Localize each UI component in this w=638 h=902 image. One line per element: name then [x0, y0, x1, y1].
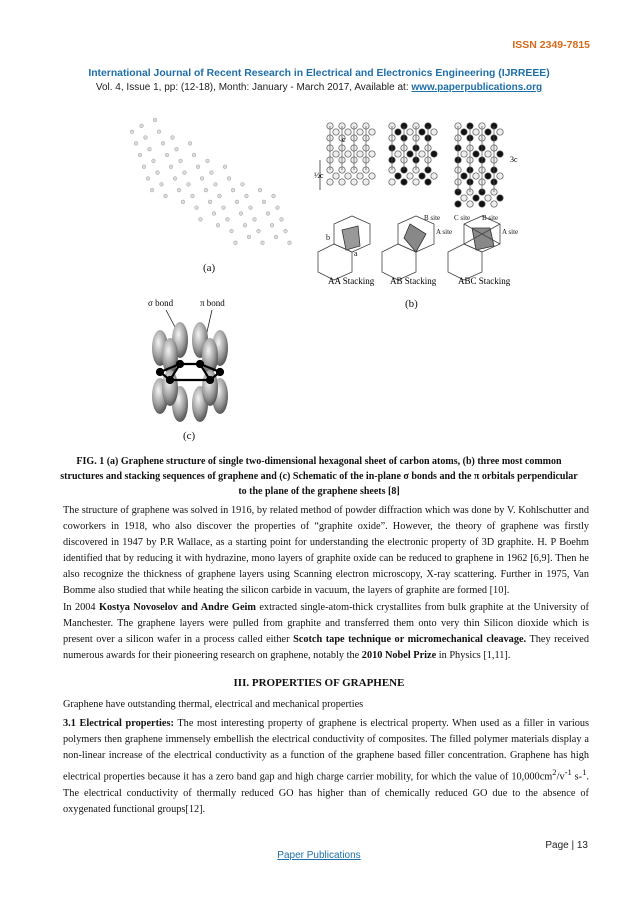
- carbon-atom: [130, 130, 134, 134]
- para4-sup: 1: [582, 767, 587, 778]
- carbon-atom: [234, 241, 238, 245]
- carbon-atom: [210, 171, 214, 175]
- stack-atom: [345, 151, 351, 157]
- stack-atom: [345, 173, 351, 179]
- stack-atom: [431, 129, 437, 135]
- stack-atom: [369, 173, 375, 179]
- carbon-atom: [191, 194, 195, 198]
- carbon-atom: [146, 177, 150, 181]
- svg-text:½c: ½c: [314, 171, 324, 180]
- para4-text: . The electrical conductivity of thermally reduced GO has higher than of chemically reduced GO due to the absence of oxygenated functional groups[12].: [63, 771, 589, 815]
- stack-atom: [425, 179, 431, 185]
- carbon-atom: [208, 200, 212, 204]
- para2-text: extracted single-atom-thick crystallites from bulk graphite at the University of Manchester. The graphene layers were pulled from graphite and transferred them onto very thin Silicon dioxide which is present over a silicon wafer in a process called either: [63, 602, 589, 646]
- paragraph-intro: Graphene have outstanding thermal, electrical and mechanical properties: [63, 699, 364, 710]
- carbon-atom: [183, 171, 187, 175]
- para4-sup: 2: [552, 767, 557, 778]
- aa-stacking-diagram: [318, 216, 370, 280]
- stack-atom: [497, 195, 503, 201]
- carbon-atom: [157, 130, 161, 134]
- carbon-atom: [138, 153, 142, 157]
- carbon-atom: [199, 218, 203, 222]
- carbon-atom: [148, 147, 152, 151]
- carbon-atom: [223, 165, 227, 169]
- carbon-atom: [253, 218, 257, 222]
- stack-atom: [461, 195, 467, 201]
- stack-atom: [419, 151, 425, 157]
- carbon-atom: [134, 142, 138, 146]
- stack-atom: [485, 173, 491, 179]
- stack-atom: [351, 179, 357, 185]
- carbon-atom: [200, 177, 204, 181]
- carbon-atom: [235, 200, 239, 204]
- carbon-atom: [152, 159, 156, 163]
- carbon-atom: [150, 188, 154, 192]
- carbon-atom: [241, 183, 245, 187]
- carbon-atom: [156, 171, 160, 175]
- stack-atom: [357, 129, 363, 135]
- carbon-atom: [206, 159, 210, 163]
- pi-bond-label: π bond: [200, 298, 225, 308]
- stack-atom: [497, 173, 503, 179]
- ab-stack-3d: [389, 123, 437, 185]
- para4-sup: -1: [564, 767, 572, 778]
- carbon-atom: [231, 188, 235, 192]
- stack-atom: [357, 173, 363, 179]
- stack-atom: [333, 151, 339, 157]
- carbon-atom: [274, 235, 278, 239]
- carbon-atom: [243, 223, 247, 227]
- svg-text:c: c: [342, 135, 346, 144]
- carbon-atom: [196, 165, 200, 169]
- stack-atom: [485, 195, 491, 201]
- journal-url-link[interactable]: www.paperpublications.org: [411, 82, 543, 93]
- stack-atom: [389, 179, 395, 185]
- para4-text: The most interesting property of graphene is electrical property. When used as a filler in various polymers then graphene immensely embellish the electrical conductivity of composites. The filled polymer materials display a non-linear increase of the electrical conductivity as a function of the graphene based filler concentration. Graphene has high electrical properties because it has a zero band gap and high charge carrier mobility, for which the value of 10,000cm: [63, 718, 589, 783]
- carbon-atom: [239, 212, 243, 216]
- stack-atom: [339, 179, 345, 185]
- carbon-atom: [195, 206, 199, 210]
- stack-atom: [395, 173, 401, 179]
- stack-atom: [395, 129, 401, 135]
- carbon-atom: [272, 194, 276, 198]
- stack-atom: [401, 179, 407, 185]
- stack-atom: [461, 129, 467, 135]
- carbon-atom: [144, 136, 148, 140]
- figure-b-stacking: [312, 112, 532, 290]
- aa-stack-3d: [314, 123, 375, 190]
- issn-label: ISSN 2349-7815: [512, 39, 590, 51]
- carbon-atom: [175, 147, 179, 151]
- abc-stacking-label: ABC Stacking: [458, 276, 511, 286]
- stack-atom: [491, 201, 497, 207]
- stack-atom: [395, 151, 401, 157]
- carbon-atom: [280, 218, 284, 222]
- paragraph-discovery: [63, 600, 589, 664]
- carbon-atom: [188, 142, 192, 146]
- figure-caption: FIG. 1 (a) Graphene structure of single two-dimensional hexagonal sheet of carbon atoms, (b) three most common structures and stacking sequences of graphene and (c) Schematic of the in-plane σ bonds and the π orbitals perpendicular to the plane of the graphene sheets [8]: [60, 456, 578, 497]
- stack-atom: [455, 201, 461, 207]
- carbon-atom: [262, 200, 266, 204]
- stack-atom: [461, 151, 467, 157]
- section-heading: III. PROPERTIES OF GRAPHENE: [233, 677, 405, 689]
- stack-atom: [431, 151, 437, 157]
- stack-atom: [419, 173, 425, 179]
- carbon-atom: [226, 218, 230, 222]
- stack-atom: [419, 129, 425, 135]
- carbon-atom: [247, 235, 251, 239]
- stack-atom: [327, 179, 333, 185]
- carbon-atom: [227, 177, 231, 181]
- a-letter: a: [354, 249, 358, 258]
- b-letter: b: [326, 233, 330, 242]
- carbon-atom: [169, 165, 173, 169]
- svg-text:3c: 3c: [510, 155, 518, 164]
- carbon-atom: [270, 223, 274, 227]
- carbon-atom: [177, 188, 181, 192]
- stack-atom: [369, 151, 375, 157]
- stack-atom: [461, 173, 467, 179]
- carbon-atom: [161, 142, 165, 146]
- ab-a-site-label: A site: [436, 228, 453, 236]
- stack-atom: [333, 173, 339, 179]
- carbon-atom: [284, 229, 288, 233]
- para2-prize: 2010 Nobel Prize: [361, 650, 437, 662]
- carbon-atom: [140, 124, 144, 128]
- sigma-bond-label: σ bond: [148, 298, 174, 308]
- para2-names: Kostya Novoselov and Andre Geim: [98, 602, 256, 613]
- abc-a-site-label: A site: [502, 228, 519, 236]
- stack-atom: [363, 179, 369, 185]
- journal-info-text: Vol. 4, Issue 1, pp: (12-18), Month: January - March 2017, Available at:: [95, 82, 412, 93]
- carbon-atom: [204, 188, 208, 192]
- carbon-atom: [179, 159, 183, 163]
- abc-stacking-diagram: [448, 214, 518, 280]
- carbon-atom: [266, 212, 270, 216]
- carbon-atom: [165, 153, 169, 157]
- paragraph-history: The structure of graphene was solved in 1916, by related method of powder diffraction which was done by V. Kohlschutter and coworkers in 1918, who also discover the properties of “graphite oxide”. However, the theory of graphene was firstly discovered in 1947 by P.R Wallace, as a starting point for understanding the electronic property of 3D graphite. H. P Boehm identified that by reducing it with hydrazine, mono layers of graphite oxide can be reduced to graphene in 1962 [6,9]. Then he also recognize the thickness of graphene layers using Scanning electron microscopy, X-ray scattering. Further in 1975, Van Bomme also studied that while heating the silicon carbide in vacuum, the layers of graphite are formed [10].: [63, 505, 589, 597]
- stack-atom: [485, 151, 491, 157]
- carbon-atom: [261, 241, 265, 245]
- stack-atom: [473, 151, 479, 157]
- carbon-atom: [212, 212, 216, 216]
- paragraph-electrical: [63, 716, 589, 818]
- stack-atom: [369, 129, 375, 135]
- publisher-link[interactable]: Paper Publications: [277, 850, 361, 861]
- carbon-atom: [153, 118, 157, 122]
- stack-atom: [497, 151, 503, 157]
- ab-stacking-label: AB Stacking: [390, 276, 437, 286]
- carbon-atom: [257, 229, 261, 233]
- stack-atom: [407, 129, 413, 135]
- figure-c-label: (c): [183, 430, 196, 442]
- stack-atom: [407, 173, 413, 179]
- para4-text: /v: [556, 771, 565, 783]
- carbon-atom: [187, 183, 191, 187]
- stack-atom: [345, 129, 351, 135]
- figure-b-label: (b): [405, 298, 418, 310]
- para4-text: s-: [571, 771, 583, 783]
- carbon-atom: [218, 194, 222, 198]
- carbon-atom: [216, 223, 220, 227]
- carbon-atom: [181, 200, 185, 204]
- carbon-atom: [245, 194, 249, 198]
- ab-stacking-diagram: [382, 214, 452, 280]
- stack-atom: [413, 179, 419, 185]
- carbon-atom: [276, 206, 280, 210]
- figure-c-orbitals: [138, 296, 248, 428]
- para2-text: In 2004: [63, 602, 99, 613]
- carbon-atom: [288, 241, 292, 245]
- stack-atom: [357, 151, 363, 157]
- figure-a-lattice: [128, 112, 308, 260]
- carbon-atom: [192, 153, 196, 157]
- carbon-atom: [230, 229, 234, 233]
- subsection-title: 3.1 Electrical properties:: [63, 718, 174, 729]
- stack-atom: [473, 129, 479, 135]
- stack-atom: [333, 129, 339, 135]
- para2-text: in Physics [1,11].: [436, 650, 511, 662]
- carbon-atom: [249, 206, 253, 210]
- stack-atom: [479, 201, 485, 207]
- carbon-atom: [171, 136, 175, 140]
- carbon-atom: [222, 206, 226, 210]
- journal-title: International Journal of Recent Research in Electrical and Electronics Engineering (IJRREEE): [88, 68, 550, 79]
- stack-atom: [473, 195, 479, 201]
- ab-b-site-label: B site: [424, 214, 441, 222]
- stack-atom: [431, 173, 437, 179]
- journal-info: [0, 82, 638, 93]
- figure-a-label: (a): [203, 262, 216, 274]
- stack-atom: [467, 201, 473, 207]
- page-number: Page | 13: [545, 840, 588, 851]
- abc-c-site-label: C site: [454, 214, 471, 222]
- stack-atom: [497, 129, 503, 135]
- carbon-atom: [142, 165, 146, 169]
- abc-b-site-label: B site: [482, 214, 499, 222]
- hexagonal-lattice: [130, 118, 291, 244]
- aa-stacking-label: AA Stacking: [328, 276, 375, 286]
- stack-atom: [473, 173, 479, 179]
- carbon-atom: [173, 177, 177, 181]
- carbon-atom: [164, 194, 168, 198]
- abc-stack-3d: [455, 123, 518, 207]
- carbon-atom: [214, 183, 218, 187]
- stack-atom: [485, 129, 491, 135]
- stack-atom: [407, 151, 413, 157]
- carbon-atom: [258, 188, 262, 192]
- carbon-atom: [160, 183, 164, 187]
- para2-technique: Scotch tape technique or micromechanical cleavage.: [293, 634, 527, 646]
- para2-text: They received numerous awards for their pioneering research on graphene, notably the: [63, 634, 589, 662]
